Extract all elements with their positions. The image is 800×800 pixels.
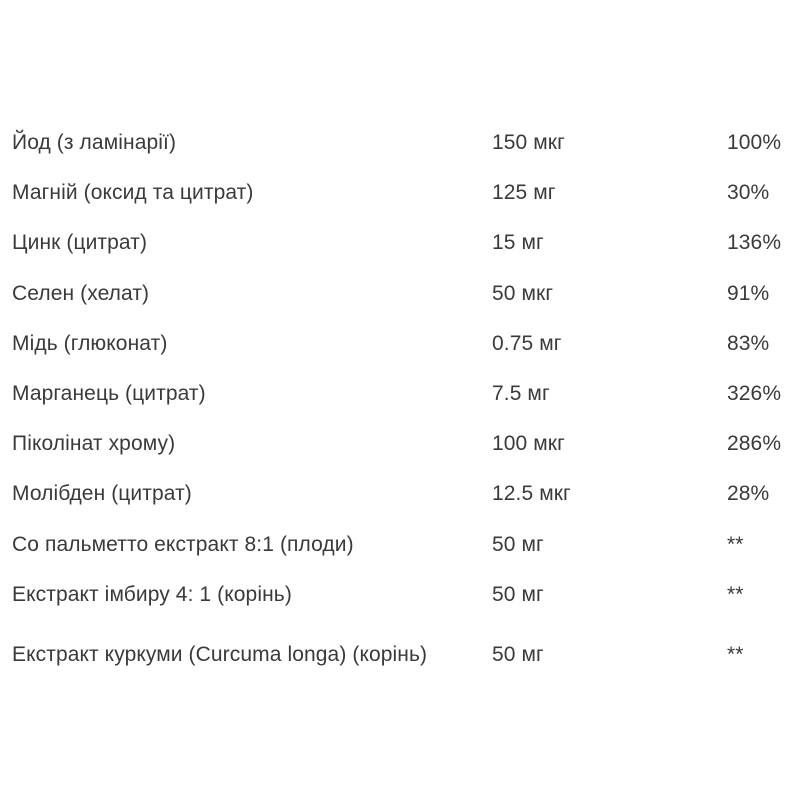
nutrient-amount: 125 мг — [492, 181, 556, 205]
nutrient-daily-value: ** — [727, 532, 744, 556]
nutrient-name: Йод (з ламінарії) — [12, 131, 177, 155]
nutrient-daily-value: 286% — [727, 432, 782, 456]
nutrient-amount: 0.75 мг — [492, 331, 562, 355]
nutrient-name: Молібден (цитрат) — [12, 482, 192, 506]
table-row — [12, 620, 788, 690]
table-row — [12, 570, 788, 620]
nutrient-amount: 100 мкг — [492, 432, 565, 456]
nutrient-name: Магній (оксид та цитрат) — [12, 181, 254, 205]
nutrient-daily-value: 30% — [727, 181, 770, 205]
nutrient-amount: 15 мг — [492, 231, 544, 255]
nutrient-name: Марганець (цитрат) — [12, 382, 206, 406]
nutrient-daily-value: 28% — [727, 482, 770, 506]
table-row — [12, 168, 788, 218]
nutrient-amount: 150 мкг — [492, 131, 565, 155]
nutrient-amount: 12.5 мкг — [492, 482, 571, 506]
nutrient-name: Екстракт імбиру 4: 1 (корінь) — [12, 582, 292, 606]
nutrient-amount: 50 мг — [492, 642, 544, 666]
nutrient-amount: 50 мг — [492, 582, 544, 606]
nutrient-name: Цинк (цитрат) — [12, 231, 148, 255]
table-row — [12, 520, 788, 570]
nutrient-name: Екстракт куркуми (Curcuma longa) (корінь) — [12, 642, 428, 666]
nutrient-name: Піколінат хрому) — [12, 432, 176, 456]
nutrient-daily-value: ** — [727, 582, 744, 606]
nutrient-amount: 50 мг — [492, 532, 544, 556]
nutrient-name: Мідь (глюконат) — [12, 331, 168, 355]
table-row — [12, 118, 788, 168]
nutrition-table — [12, 118, 788, 690]
table-row — [12, 319, 788, 369]
nutrient-daily-value: 136% — [727, 231, 782, 255]
table-row — [12, 269, 788, 319]
nutrient-daily-value: 91% — [727, 281, 770, 305]
nutrient-daily-value: 83% — [727, 331, 770, 355]
nutrient-amount: 7.5 мг — [492, 382, 550, 406]
table-row — [12, 419, 788, 469]
nutrient-daily-value: ** — [727, 642, 744, 666]
table-row — [12, 218, 788, 268]
nutrient-daily-value: 326% — [727, 382, 782, 406]
nutrient-name: Селен (хелат) — [12, 281, 150, 305]
nutrient-name: Со пальметто екстракт 8:1 (плоди) — [12, 532, 354, 556]
nutrient-amount: 50 мкг — [492, 281, 554, 305]
table-row — [12, 369, 788, 419]
nutrient-daily-value: 100% — [727, 131, 782, 155]
table-row — [12, 469, 788, 519]
